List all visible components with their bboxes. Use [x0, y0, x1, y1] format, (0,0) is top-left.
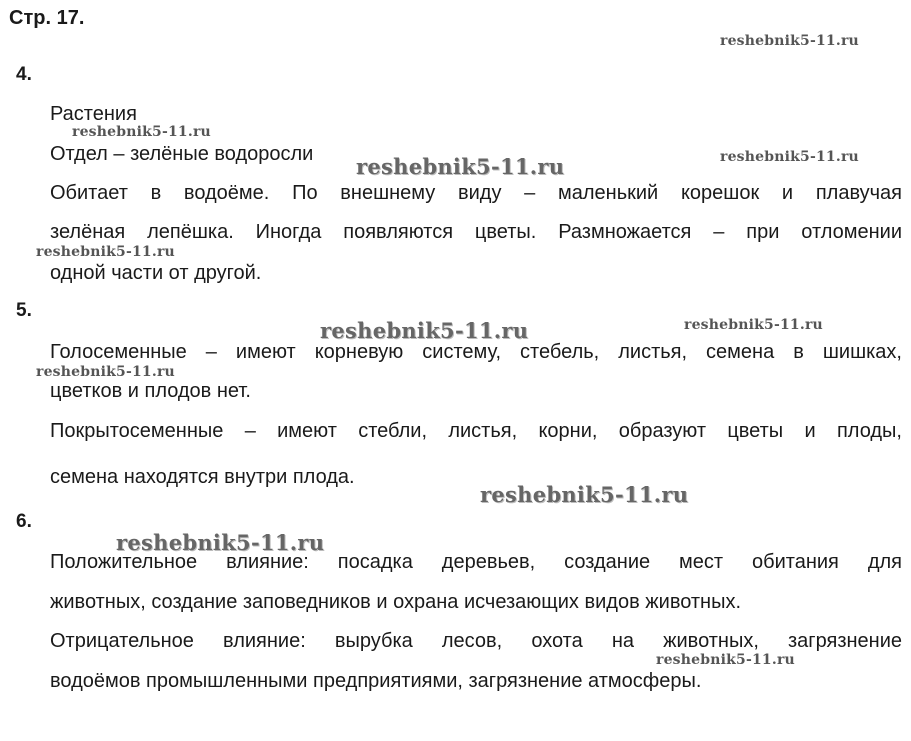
task-5-line-4: семена находятся внутри плода.	[50, 466, 355, 488]
task-6-number: 6.	[16, 511, 32, 532]
page-heading: Стр. 17.	[9, 7, 85, 29]
watermark: reshebnik5-11.ru	[36, 364, 175, 380]
watermark: reshebnik5-11.ru	[356, 154, 565, 179]
watermark: reshebnik5-11.ru	[720, 33, 859, 49]
task-6-line-3: Отрицательное влияние: вырубка лесов, охота на животных, загрязнение	[50, 630, 902, 652]
task-4-line-4: зелёная лепёшка. Иногда появляются цветы. Размножается – при отломении	[50, 221, 902, 243]
task-6-line-2: животных, создание заповедников и охрана исчезающих видов животных.	[50, 591, 742, 613]
task-4-line-3: Обитает в водоёме. По внешнему виду – маленький корешок и плавучая	[50, 182, 902, 204]
task-5-number: 5.	[16, 300, 32, 321]
task-4-line-2: Отдел – зелёные водоросли	[50, 143, 314, 165]
task-6-line-4: водоёмов промышленными предприятиями, загрязнение атмосферы.	[50, 670, 702, 692]
task-5-line-1: Голосеменные – имеют корневую систему, стебель, листья, семена в шишках,	[50, 341, 902, 363]
task-4-line-5: одной части от другой.	[50, 262, 262, 284]
watermark: reshebnik5-11.ru	[72, 124, 211, 140]
watermark: reshebnik5-11.ru	[480, 482, 689, 507]
task-4-number: 4.	[16, 64, 32, 85]
watermark: reshebnik5-11.ru	[36, 244, 175, 260]
task-6-line-1: Положительное влияние: посадка деревьев, создание мест обитания для	[50, 551, 902, 573]
task-5-line-3: Покрытосеменные – имеют стебли, листья, корни, образуют цветы и плоды,	[50, 420, 902, 442]
watermark: reshebnik5-11.ru	[720, 149, 859, 165]
watermark: reshebnik5-11.ru	[684, 317, 823, 333]
watermark: reshebnik5-11.ru	[656, 652, 795, 668]
watermark: reshebnik5-11.ru	[320, 318, 529, 343]
watermark: reshebnik5-11.ru	[116, 530, 325, 555]
task-5-line-2: цветков и плодов нет.	[50, 380, 251, 402]
task-4-line-1: Растения	[50, 103, 137, 125]
